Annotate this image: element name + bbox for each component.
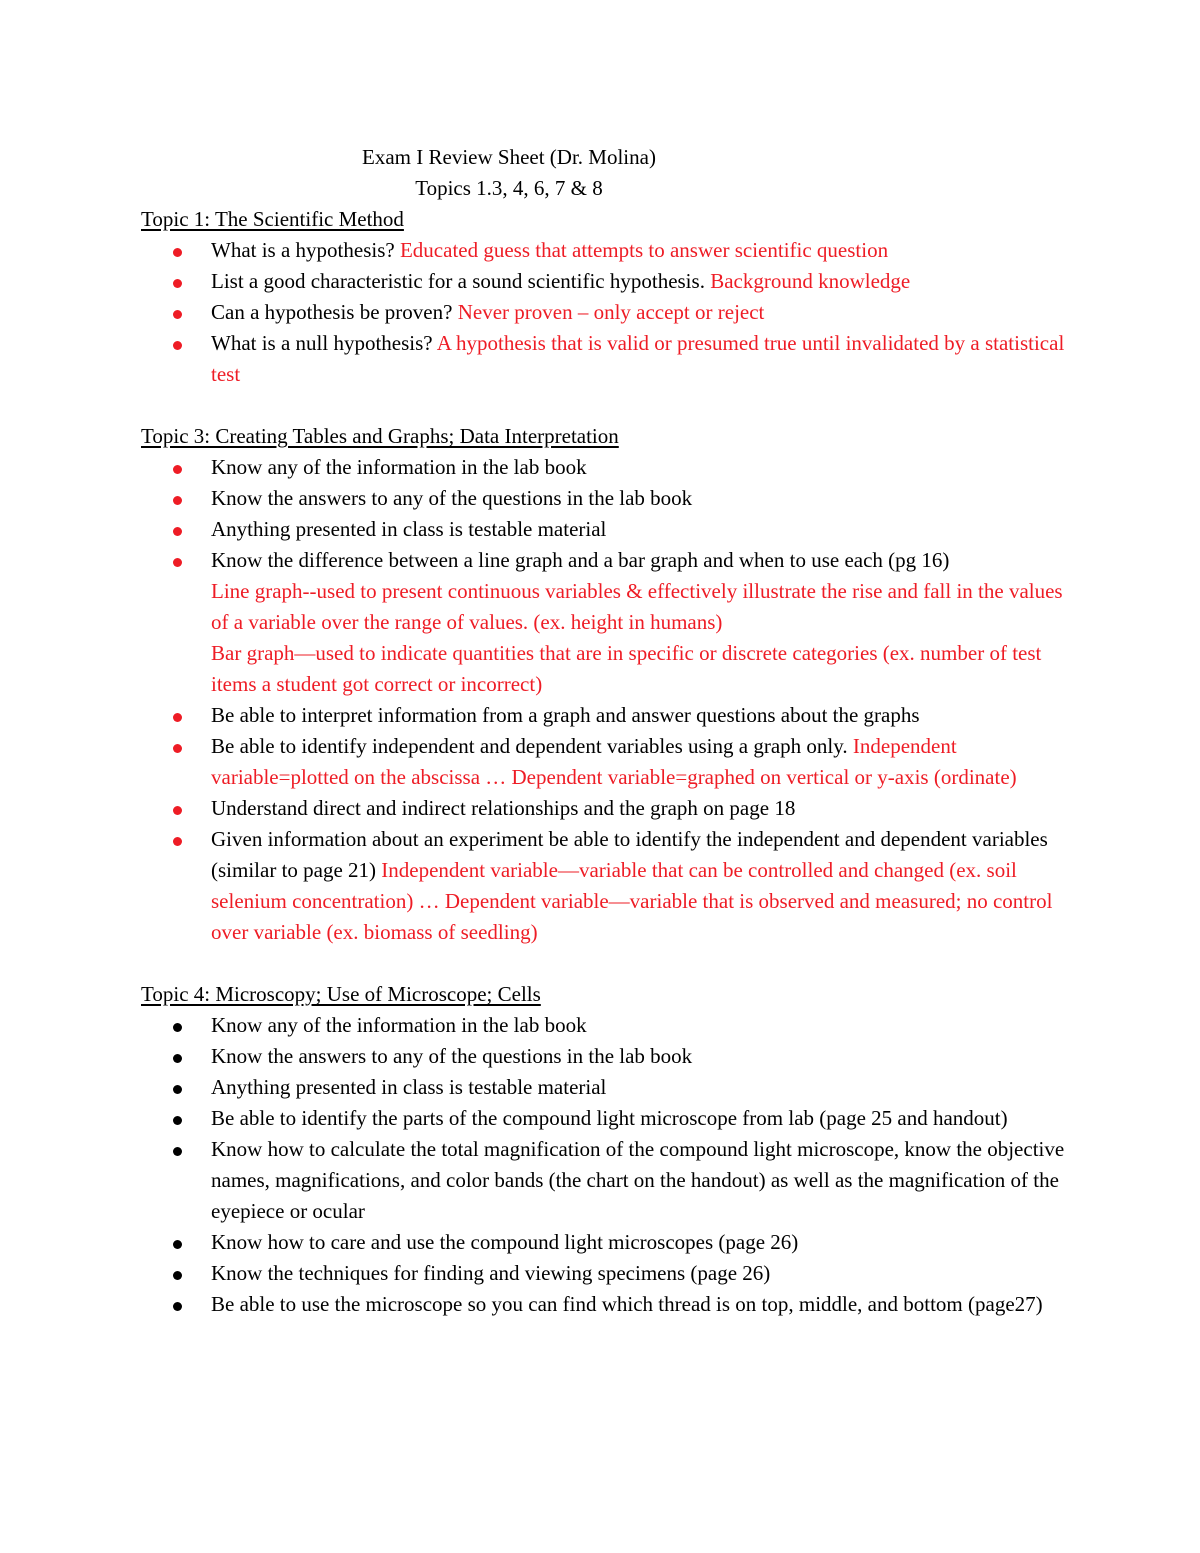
item-text: Know how to care and use the compound light microscopes (page 26) xyxy=(211,1230,799,1254)
answer-line-graph: Line graph--used to present continuous variables & effectively illustrate the rise and fall in the values of a variable over the range of values. (ex. height in humans) xyxy=(211,579,1063,634)
bullet-icon xyxy=(173,1271,182,1280)
list-item xyxy=(141,235,1071,266)
question-text: Know any of the information in the lab book xyxy=(211,455,587,479)
list-item xyxy=(141,1258,1071,1289)
bullet-icon xyxy=(173,1302,182,1311)
document-subtitle: Topics 1.3, 4, 6, 7 & 8 xyxy=(415,176,603,200)
bullet-icon xyxy=(173,465,182,474)
list-item xyxy=(141,328,1071,390)
bullet-icon xyxy=(173,1054,182,1063)
list-item xyxy=(141,1072,1071,1103)
answer-text: Background knowledge xyxy=(704,269,911,293)
item-text: Know the techniques for finding and viewing specimens (page 26) xyxy=(211,1261,771,1285)
list-item xyxy=(141,545,1071,700)
bullet-icon xyxy=(173,1147,182,1156)
topic-1-list xyxy=(141,235,1071,390)
list-item xyxy=(141,266,1071,297)
list-item xyxy=(141,1010,1071,1041)
topic-4-section xyxy=(141,979,1071,1320)
answer-text: Educated guess that attempts to answer scientific question xyxy=(394,238,889,262)
topic-3-list xyxy=(141,452,1071,948)
bullet-icon xyxy=(173,1116,182,1125)
question-text: List a good characteristic for a sound scientific hypothesis. xyxy=(211,269,705,293)
item-text: Know any of the information in the lab book xyxy=(211,1013,587,1037)
topic-1-heading: Topic 1: The Scientific Method xyxy=(141,207,404,231)
list-item xyxy=(141,1103,1071,1134)
bullet-icon xyxy=(173,744,182,753)
bullet-icon xyxy=(173,279,182,288)
question-text: Be able to interpret information from a graph and answer questions about the graphs xyxy=(211,703,920,727)
question-text: Understand direct and indirect relationships and the graph on page 18 xyxy=(211,796,796,820)
answer-text: A hypothesis that is valid or presumed true until invalidated by a statistical test xyxy=(211,331,1065,386)
answer-text: Independent variable—variable that can be controlled and changed (ex. soil selenium concentration) … Dependent variable—variable that is observed and measured; no control over variable (ex. biomass of seedling) xyxy=(211,858,1053,944)
bullet-icon xyxy=(173,1240,182,1249)
bullet-icon xyxy=(173,558,182,567)
list-item xyxy=(141,1227,1071,1258)
list-item xyxy=(141,824,1071,948)
bullet-icon xyxy=(173,1023,182,1032)
item-text: Be able to use the microscope so you can find which thread is on top, middle, and bottom (page27) xyxy=(211,1292,1043,1316)
bullet-icon xyxy=(173,837,182,846)
bullet-icon xyxy=(173,527,182,536)
item-text: Know the answers to any of the questions in the lab book xyxy=(211,1044,693,1068)
list-item xyxy=(141,483,1071,514)
topic-1-section xyxy=(141,204,1071,390)
list-item xyxy=(141,1134,1071,1227)
question-text: Know the difference between a line graph and a bar graph and when to use each (pg 16) xyxy=(211,548,950,572)
item-text: Be able to identify the parts of the compound light microscope from lab (page 25 and handout) xyxy=(211,1106,1008,1130)
bullet-icon xyxy=(173,310,182,319)
list-item xyxy=(141,1289,1071,1320)
answer-text: Never proven – only accept or reject xyxy=(452,300,765,324)
bullet-icon xyxy=(173,713,182,722)
list-item xyxy=(141,297,1071,328)
topic-4-heading: Topic 4: Microscopy; Use of Microscope; Cells xyxy=(141,982,541,1006)
question-text: Know the answers to any of the questions in the lab book xyxy=(211,486,693,510)
document-header xyxy=(0,142,1018,204)
question-text: Can a hypothesis be proven? xyxy=(211,300,453,324)
bullet-icon xyxy=(173,806,182,815)
list-item xyxy=(141,514,1071,545)
item-text: Know how to calculate the total magnification of the compound light microscope, know the objective names, magnifications, and color bands (the chart on the handout) as well as the magnification of the eyepiece or ocular xyxy=(211,1137,1065,1223)
item-text: Anything presented in class is testable material xyxy=(211,1075,607,1099)
document-content xyxy=(141,142,1071,1320)
answer-text: Independent variable=plotted on the abscissa … Dependent variable=graphed on vertical or y-axis (ordinate) xyxy=(211,734,1017,789)
list-item xyxy=(141,700,1071,731)
question-text: What is a hypothesis? xyxy=(211,238,395,262)
list-item xyxy=(141,1041,1071,1072)
bullet-icon xyxy=(173,1085,182,1094)
topic-4-list xyxy=(141,1010,1071,1320)
answer-bar-graph: Bar graph—used to indicate quantities that are in specific or discrete categories (ex. number of test items a student got correct or incorrect) xyxy=(211,641,1042,696)
list-item xyxy=(141,793,1071,824)
question-text: Anything presented in class is testable material xyxy=(211,517,607,541)
topic-3-section xyxy=(141,421,1071,948)
bullet-icon xyxy=(173,248,182,257)
question-text: Given information about an experiment be able to identify the independent and dependent variables (similar to page 21) xyxy=(211,827,1048,882)
bullet-icon xyxy=(173,341,182,350)
bullet-icon xyxy=(173,496,182,505)
topic-3-heading: Topic 3: Creating Tables and Graphs; Data Interpretation xyxy=(141,424,619,448)
document-title: Exam I Review Sheet (Dr. Molina) xyxy=(362,145,656,169)
question-text: What is a null hypothesis? xyxy=(211,331,433,355)
list-item xyxy=(141,731,1071,793)
list-item xyxy=(141,452,1071,483)
question-text: Be able to identify independent and dependent variables using a graph only. xyxy=(211,734,848,758)
